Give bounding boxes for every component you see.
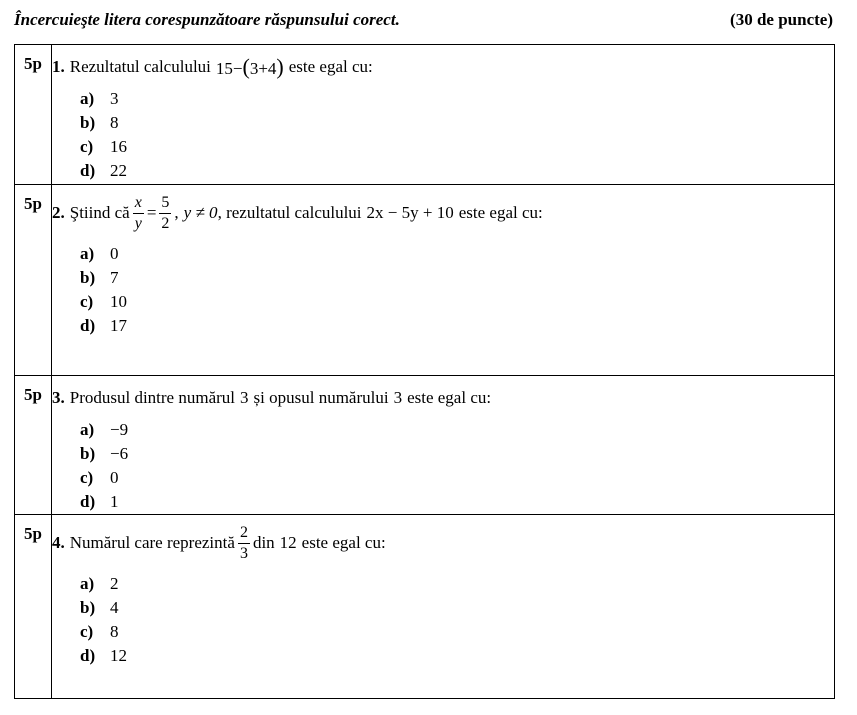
fraction-x-over-y: $\frac{x}{y}$ [134,193,142,232]
answer-options [80,242,834,338]
option-d[interactable]: d) 12 [80,646,127,665]
question-body [52,376,835,515]
option-c[interactable]: c) 16 [80,137,127,156]
question-text-mid: , rezultatul calculului [217,203,362,222]
option-b[interactable]: b) 7 [80,268,119,287]
option-b[interactable]: b) 8 [80,113,119,132]
answer-options [80,87,834,183]
question-body [52,515,835,699]
question-text-after: este egal cu: [288,57,373,76]
option-d[interactable]: d) 1 [80,492,119,511]
question-points: 5p [15,185,52,376]
question-text-before: Rezultatul calculului [69,57,211,76]
math-expression: 2x − 5y + 10 [366,203,454,222]
option-b[interactable]: b) 4 [80,598,119,617]
math-expression: 15−(3+4) [215,53,284,79]
fraction-5-over-2: $\frac{5}{2}$ [161,193,170,232]
option-d[interactable]: d) 17 [80,316,127,335]
question-text [52,521,834,565]
instruction-text: Încercuieşte litera corespunzătoare răspunsului corect. [14,10,400,29]
option-c[interactable]: c) 8 [80,622,119,641]
question-points: 5p [15,515,52,699]
question-row-3 [15,376,835,515]
option-c[interactable]: c) 0 [80,468,119,487]
option-c[interactable]: c) 10 [80,292,127,311]
question-points: 5p [15,376,52,515]
option-a[interactable]: a) 3 [80,89,119,108]
question-text: 2. Ştiind că $\frac{x}{y}$ = $\frac{5}{2}$ , y ≠ 0 , rezultatul calculului 2x − 5y + 10 este egal cu: [52,193,543,232]
question-text-mid: din [252,533,275,552]
option-a[interactable]: a) 2 [80,574,119,593]
question-text-before: Ştiind că [69,203,130,222]
question-number: 3. [52,388,65,407]
option-a[interactable]: a) −9 [80,420,129,439]
option-b[interactable]: b) −6 [80,444,129,463]
number-1: 3 [240,388,249,407]
questions-table [14,44,835,699]
question-text-mid: și opusul numărului [253,388,389,407]
answer-options [80,572,834,668]
number-2: 3 [393,388,403,407]
question-text-before: Produsul dintre numărul [69,388,236,407]
answer-options [80,418,834,514]
question-row-4 [15,515,835,699]
option-a[interactable]: a) 0 [80,244,119,263]
question-number: 4. [52,533,65,552]
condition: y ≠ 0 [183,203,218,222]
question-body [52,45,835,185]
fraction-2-over-3: $\frac{2}{3}$ [239,523,248,562]
question-text-after: este egal cu: [458,203,543,222]
question-body [52,185,835,376]
question-points: 5p [15,45,52,185]
question-text [52,385,834,411]
question-text-after: este egal cu: [301,533,386,552]
question-text-before: Numărul care reprezintă [69,533,235,552]
question-row-1 [15,45,835,185]
question-row-2 [15,185,835,376]
question-number: 1. [52,57,65,76]
question-number: 2. [52,203,65,222]
option-d[interactable]: d) 22 [80,161,127,180]
question-text [52,54,834,80]
number-12: 12 [279,533,297,552]
question-text-after: este egal cu: [407,388,492,407]
section-points: (30 de puncte) [730,10,833,29]
